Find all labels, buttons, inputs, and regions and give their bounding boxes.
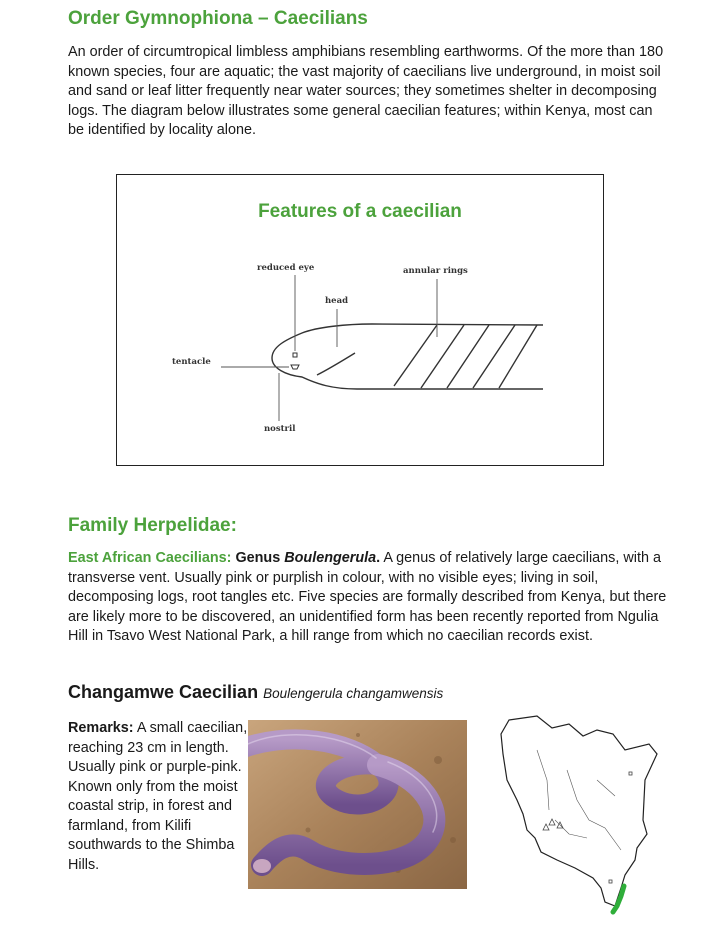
species-heading [68, 682, 443, 703]
genus-name: Boulengerula [284, 550, 377, 566]
species-remarks [68, 719, 248, 875]
label-reduced-eye: reduced eye [257, 263, 315, 273]
body-outline [272, 324, 543, 389]
order-heading: Order Gymnophiona – Caecilians [68, 8, 368, 29]
reduced-eye-mark [293, 353, 297, 357]
label-annular-rings: annular rings [403, 266, 468, 276]
kenya-range-map [497, 710, 667, 920]
annular-ring [447, 325, 489, 388]
annular-ring [499, 325, 537, 388]
family-heading: Family Herpelidae: [68, 515, 237, 536]
intro-paragraph: An order of circumtropical limbless amphibians resembling earthworms. Of the more than 180 known species, four are aquatic; the vast majority of caecilians live underground, in moist soil and sand or leaf litter frequently near water sources; they sometimes shelter in decomposing logs. The diagram below illustrates some general caecilian features; within Kenya, most can be identified by locality alone. [68, 44, 664, 138]
genus-suffix: . [376, 550, 381, 566]
genus-description: A genus of relatively large caecilians, with a transverse vent. Usually pink or purplish in colour, with no visible eyes; living in soil, decomposing logs, root tangles etc. Five species are formally described from Kenya, but there are likely more to be discovered, an unidentified form has been recently reported from Ngulia Hill in Tsavo West National Park, a hill range from which no caecilian records exist. [68, 550, 667, 644]
caecilian-head [253, 859, 271, 873]
annular-ring [421, 325, 464, 388]
label-tentacle: tentacle [172, 357, 211, 367]
figure-title: Features of a caecilian [258, 201, 462, 222]
head-line [317, 353, 355, 375]
annular-ring [473, 325, 515, 388]
species-scientific-name: Boulengerula changamwensis [263, 686, 444, 701]
caecilian-photo [248, 720, 467, 889]
genus-prefix: Genus [235, 550, 285, 566]
genus-common-name: East African Caecilians: [68, 550, 232, 566]
tentacle-mark [291, 365, 299, 369]
annular-ring [394, 325, 437, 386]
kenya-outline [501, 716, 657, 906]
remarks-label: Remarks: [68, 720, 134, 736]
label-nostril: nostril [264, 424, 296, 434]
genus-paragraph [68, 549, 678, 647]
label-head: head [325, 296, 349, 306]
caecilian-features-diagram [116, 174, 604, 466]
species-common-name: Changamwe Caecilian [68, 682, 259, 702]
remarks-text: A small caecilian, reaching 23 cm in length. Usually pink or purple-pink. Known only from the moist coastal strip, in forest and farmland, from Kilifi southwards to the Shimba Hills. [68, 720, 248, 873]
